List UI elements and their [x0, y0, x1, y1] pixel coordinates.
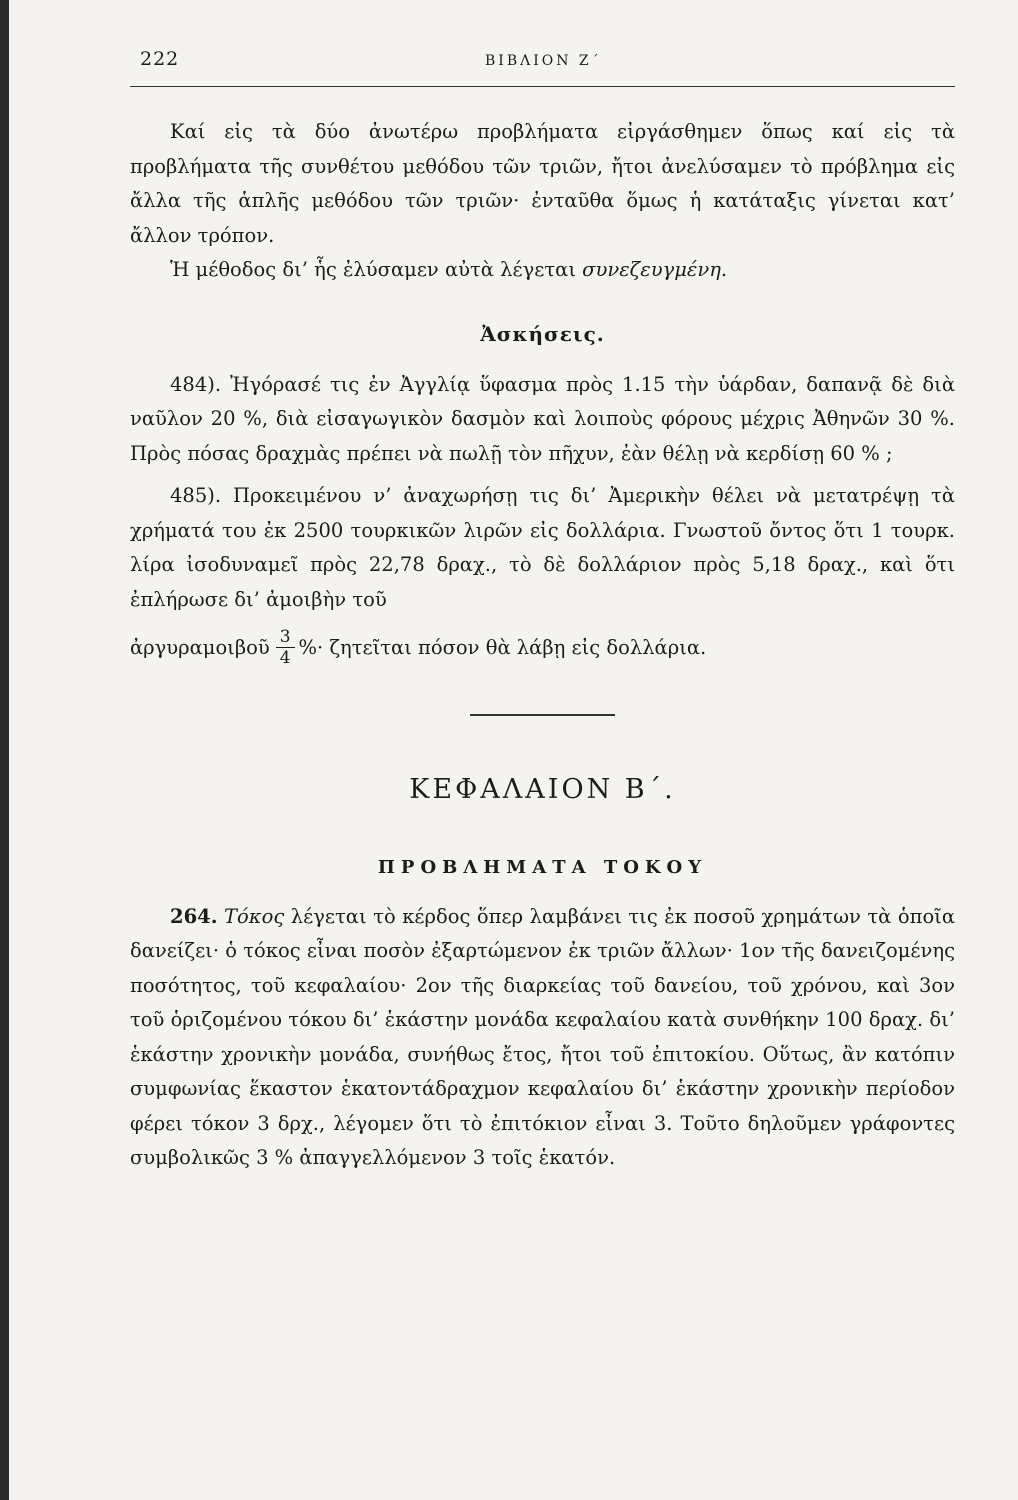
- intro-paragraph-2-text: Ἡ μέθοδος δι’ ἧς ἐλύσαμεν αὐτὰ λέγεται: [170, 258, 583, 281]
- section-264-text: λέγεται τὸ κέρδος ὅπερ λαμβάνει τις ἐκ ποσοῦ χρημάτων τὰ ὁποῖα δανείζει· ὁ τόκος εἶναι ποσὸν ἐξαρτώμενον ἐκ τριῶν ἄλλων· 1ον τῆς δανειζομένης ποσότητος, τοῦ κεφαλαίου· 2ον τῆς διαρκείας τοῦ δανείου, τοῦ χρόνου, καὶ 3ον τοῦ ὁριζομένου τόκου δι’ ἑκάστην μονάδα κεφαλαίου κατὰ συνθήκην 100 δραχ. δι’ ἑκάστην χρονικὴν μονάδα, συνήθως ἔτος, ἤτοι τοῦ ἐπιτοκίου. Οὕτως, ἂν κατόπιν συμφωνίας ἕκαστον ἑκατοντάδραχμον κεφαλαίου δι’ ἑκάστην χρονικὴν περίοδον φέρει τόκον 3 δρχ., λέγομεν ὅτι τὸ ἐπιτόκιον εἶναι 3. Τοῦτο δηλοῦμεν γράφοντες συμβολικῶς 3 % ἀπαγγελλόμενον 3 τοῖς ἑκατόν.: [130, 904, 955, 1169]
- fraction-numerator: 3: [276, 627, 295, 648]
- page-number: 222: [140, 48, 180, 70]
- exercise-484: 484). Ἠγόρασέ τις ἐν Ἀγγλίᾳ ὕφασμα πρὸς 1.15 τὴν ὑάρδαν, δαπανᾷ δὲ διὰ ναῦλον 20 %, διὰ εἰσαγωγικὸν δασμὸν καὶ λοιποὺς φόρους μέχρις Ἀθηνῶν 30 %. Πρὸς πόσας δραχμὰς πρέπει νὰ πωλῇ τὸν πῆχυν, ἐὰν θέλῃ νὰ κερδίσῃ 60 % ;: [130, 372, 955, 465]
- section-264-paragraph: [130, 900, 955, 1176]
- intro-paragraph-2: [130, 253, 955, 288]
- intro-paragraph-1: Καί εἰς τὰ δύο ἀνωτέρω προβλήματα εἰργάσθημεν ὅπως καί εἰς τὰ προβλήματα τῆς συνθέτου μεθόδου τῶν τριῶν, ἤτοι ἀνελύσαμεν τὸ πρόβλημα εἰς ἄλλα τῆς ἁπλῆς μεθόδου τῶν τριῶν· ἐνταῦθα ὅμως ἡ κατάταξις γίνεται κατ’ ἄλλον τρόπον.: [130, 120, 955, 247]
- method-term: συνεζευγμένη.: [582, 258, 728, 281]
- exercise-485-question: %· ζητεῖται πόσον θὰ λάβῃ εἰς δολλάρια.: [298, 635, 707, 659]
- exercise-485: 485). Προκειμένου ν’ ἀναχωρήσῃ τις δι’ Ἀμερικὴν θέλει νὰ μετατρέψῃ τὰ χρήματά του ἐκ 2500 τουρκικῶν λιρῶν εἰς δολλάρια. Γνωστοῦ ὄντος ὅτι 1 τουρκ. λίρα ἰσοδυναμεῖ πρὸς 22,78 δραχ., τὸ δὲ δολλάριον πρὸς 5,18 δραχ., καὶ ὅτι ἐπλήρωσε δι’ ἀμοιβὴν τοῦ: [130, 484, 955, 611]
- page-edge-shadow: [0, 0, 9, 1500]
- exercise-485-fraction-line: [130, 627, 955, 668]
- section-title: ΠΡΟΒΛΗΜΑΤΑ ΤΟΚΟΥ: [377, 856, 708, 878]
- fraction-denominator: 4: [279, 648, 291, 668]
- running-head: ΒΙΒΛΙΟΝ Ζ΄: [485, 53, 602, 69]
- section-divider: [470, 714, 615, 716]
- book-page: [130, 40, 955, 1176]
- chapter-title: ΚΕΦΑΛΑΙΟΝ Β΄.: [409, 773, 676, 805]
- fraction-three-quarters: [276, 627, 295, 668]
- interest-term: Τόκος: [224, 904, 285, 928]
- page-header: [130, 40, 955, 87]
- section-number: 264.: [170, 904, 218, 928]
- exercise-485-word: ἀργυραμοιβοῦ: [130, 635, 270, 659]
- exercises-heading: Ἀσκήσεις.: [480, 321, 605, 346]
